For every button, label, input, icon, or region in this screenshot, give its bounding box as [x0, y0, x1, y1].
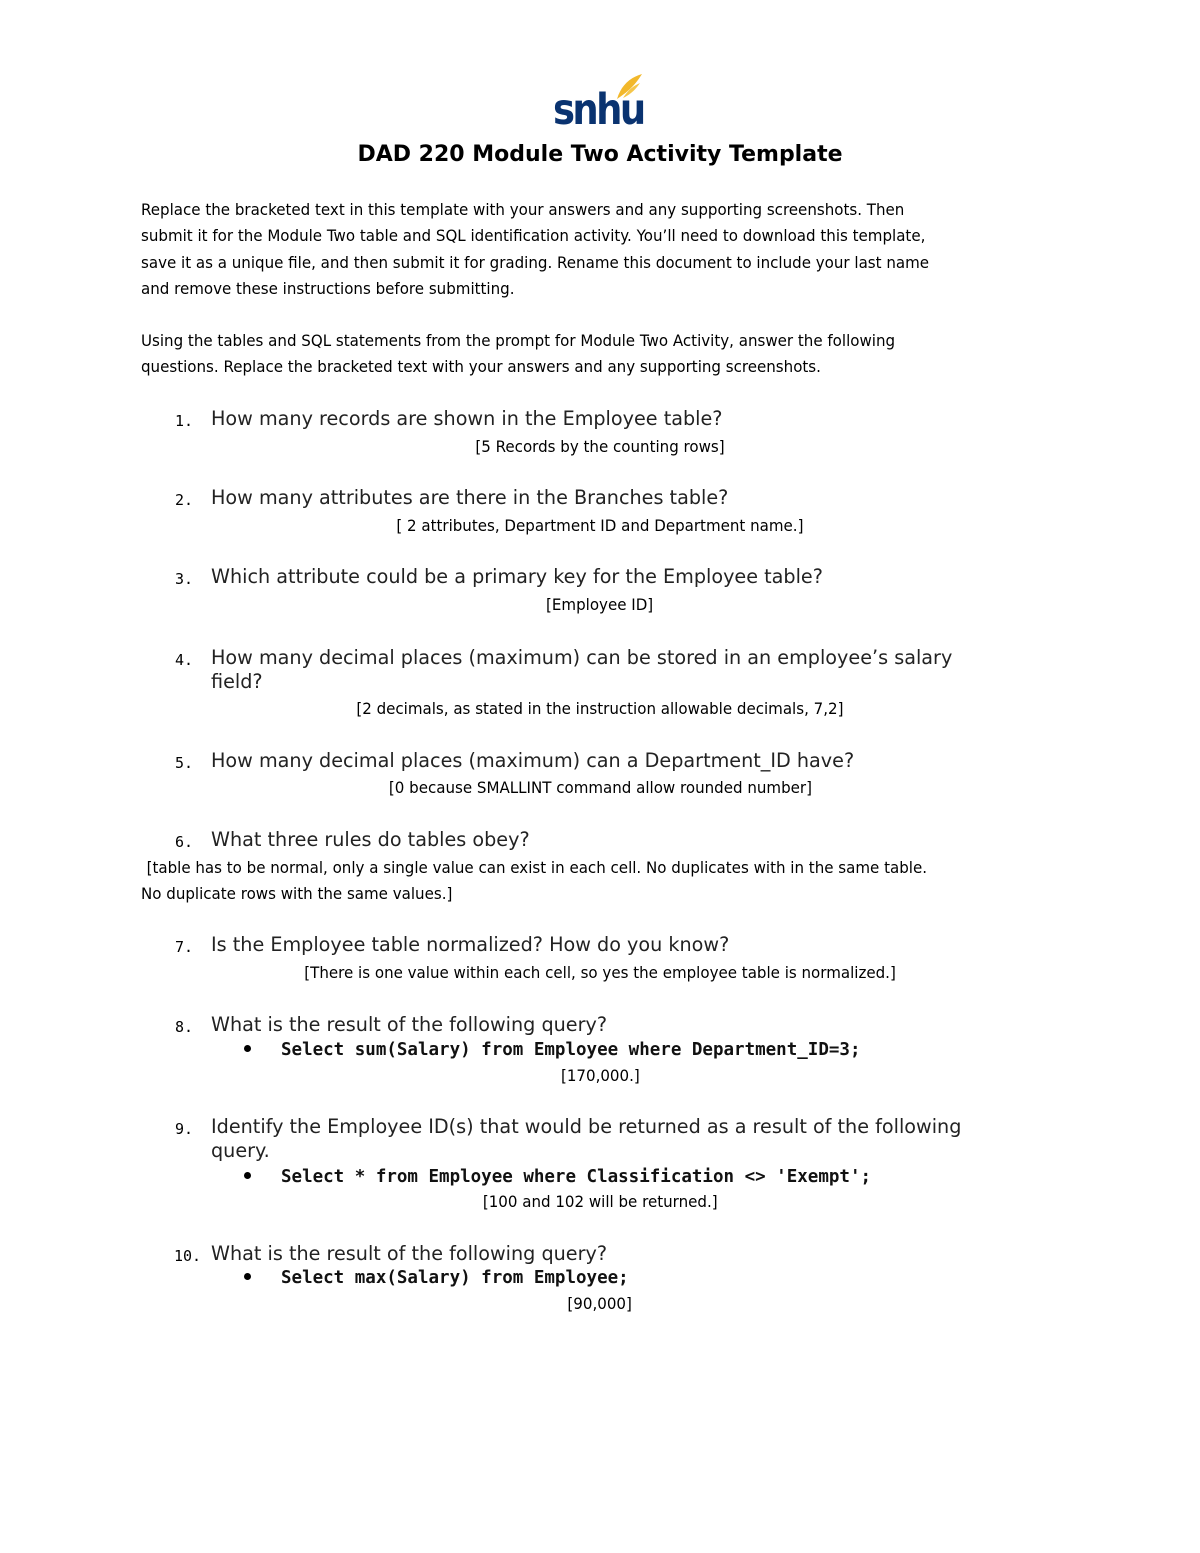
instructions-line: Replace the bracketed text in this template with your answers and any supporting screenshots. Then	[141, 200, 905, 219]
question-number: 9.	[175, 1120, 194, 1138]
question-number: 2.	[175, 491, 194, 509]
sql-text: Select sum(Salary) from Employee where Department_ID=3;	[281, 1040, 861, 1060]
question-number: 7.	[175, 938, 194, 956]
answer-1	[0, 435, 1200, 459]
answer-text: [Employee ID]	[546, 595, 654, 614]
intro-paragraph	[141, 328, 997, 381]
intro-line: questions. Replace the bracketed text with your answers and any supporting screenshots.	[141, 357, 821, 377]
instructions-line: save it as a unique file, and then submit it for grading. Rename this document to include your last name	[141, 252, 930, 272]
answer-text-line: No duplicate rows with the same values.]	[141, 884, 453, 904]
question-text: What is the result of the following query?	[211, 1013, 608, 1036]
bullet-icon	[244, 1273, 251, 1280]
answer-6	[141, 855, 1015, 908]
answer-text: [ 2 attributes, Department ID and Department name.]	[396, 516, 804, 535]
sql-query-9	[244, 1165, 871, 1189]
answer-text: [170,000.]	[560, 1066, 640, 1085]
intro-line: Using the tables and SQL statements from the prompt for Module Two Activity, answer the following	[141, 331, 896, 350]
answer-8	[0, 1064, 1200, 1088]
answer-text: [5 Records by the counting rows]	[475, 437, 725, 456]
question-text: How many attributes are there in the Branches table?	[211, 486, 729, 509]
question-text	[211, 646, 1071, 694]
instructions-line: submit it for the Module Two table and SQL identification activity. You’ll need to download this template,	[141, 226, 926, 246]
snhu-logo	[553, 72, 643, 134]
answer-text: [2 decimals, as stated in the instruction allowable decimals, 7,2]	[356, 699, 844, 718]
question-number: 8.	[175, 1018, 194, 1036]
bullet-icon	[244, 1172, 251, 1179]
question-number: 1.	[175, 412, 194, 430]
answer-7	[0, 961, 1200, 985]
question-text: How many decimal places (maximum) can a Department_ID have?	[211, 749, 855, 772]
bullet-icon	[244, 1045, 251, 1052]
answer-5	[0, 776, 1200, 800]
sql-query-10	[244, 1266, 629, 1290]
sql-text: Select max(Salary) from Employee;	[281, 1268, 629, 1288]
answer-2	[0, 514, 1200, 538]
answer-10	[0, 1292, 1200, 1316]
question-number: 3.	[175, 570, 194, 588]
instructions-line: and remove these instructions before submitting.	[141, 278, 515, 298]
question-number: 10.	[174, 1247, 202, 1265]
logo-text: snhu	[553, 85, 644, 135]
question-text-line: query.	[211, 1139, 270, 1162]
question-number: 5.	[175, 754, 194, 772]
question-number: 6.	[175, 833, 194, 851]
answer-9	[0, 1190, 1200, 1214]
question-text: What three rules do tables obey?	[211, 828, 530, 851]
answer-text: [90,000]	[567, 1294, 633, 1313]
answer-text: [0 because SMALLINT command allow rounded number]	[388, 778, 812, 797]
page-title: DAD 220 Module Two Activity Template	[357, 142, 843, 167]
question-text: Which attribute could be a primary key for the Employee table?	[211, 565, 823, 588]
question-text: Is the Employee table normalized? How do you know?	[211, 933, 730, 956]
question-text-line: How many decimal places (maximum) can be stored in an employee’s salary	[211, 646, 953, 669]
question-text: What is the result of the following query?	[211, 1242, 608, 1265]
question-text-line: Identify the Employee ID(s) that would be returned as a result of the following	[211, 1115, 962, 1138]
question-text	[211, 1115, 1071, 1163]
question-text-line: field?	[211, 670, 263, 693]
answer-text: [100 and 102 will be returned.]	[482, 1192, 718, 1211]
answer-text: [There is one value within each cell, so yes the employee table is normalized.]	[304, 963, 896, 982]
answer-4	[0, 697, 1200, 721]
question-text: How many records are shown in the Employee table?	[211, 407, 723, 430]
sql-query-8	[244, 1038, 860, 1062]
answer-3	[0, 593, 1200, 617]
question-number: 4.	[175, 651, 194, 669]
answer-text-line: [table has to be normal, only a single value can exist in each cell. No duplicates with in the same table.	[146, 858, 928, 877]
instructions-paragraph	[141, 197, 997, 302]
sql-text: Select * from Employee where Classification <> 'Exempt';	[281, 1167, 872, 1187]
